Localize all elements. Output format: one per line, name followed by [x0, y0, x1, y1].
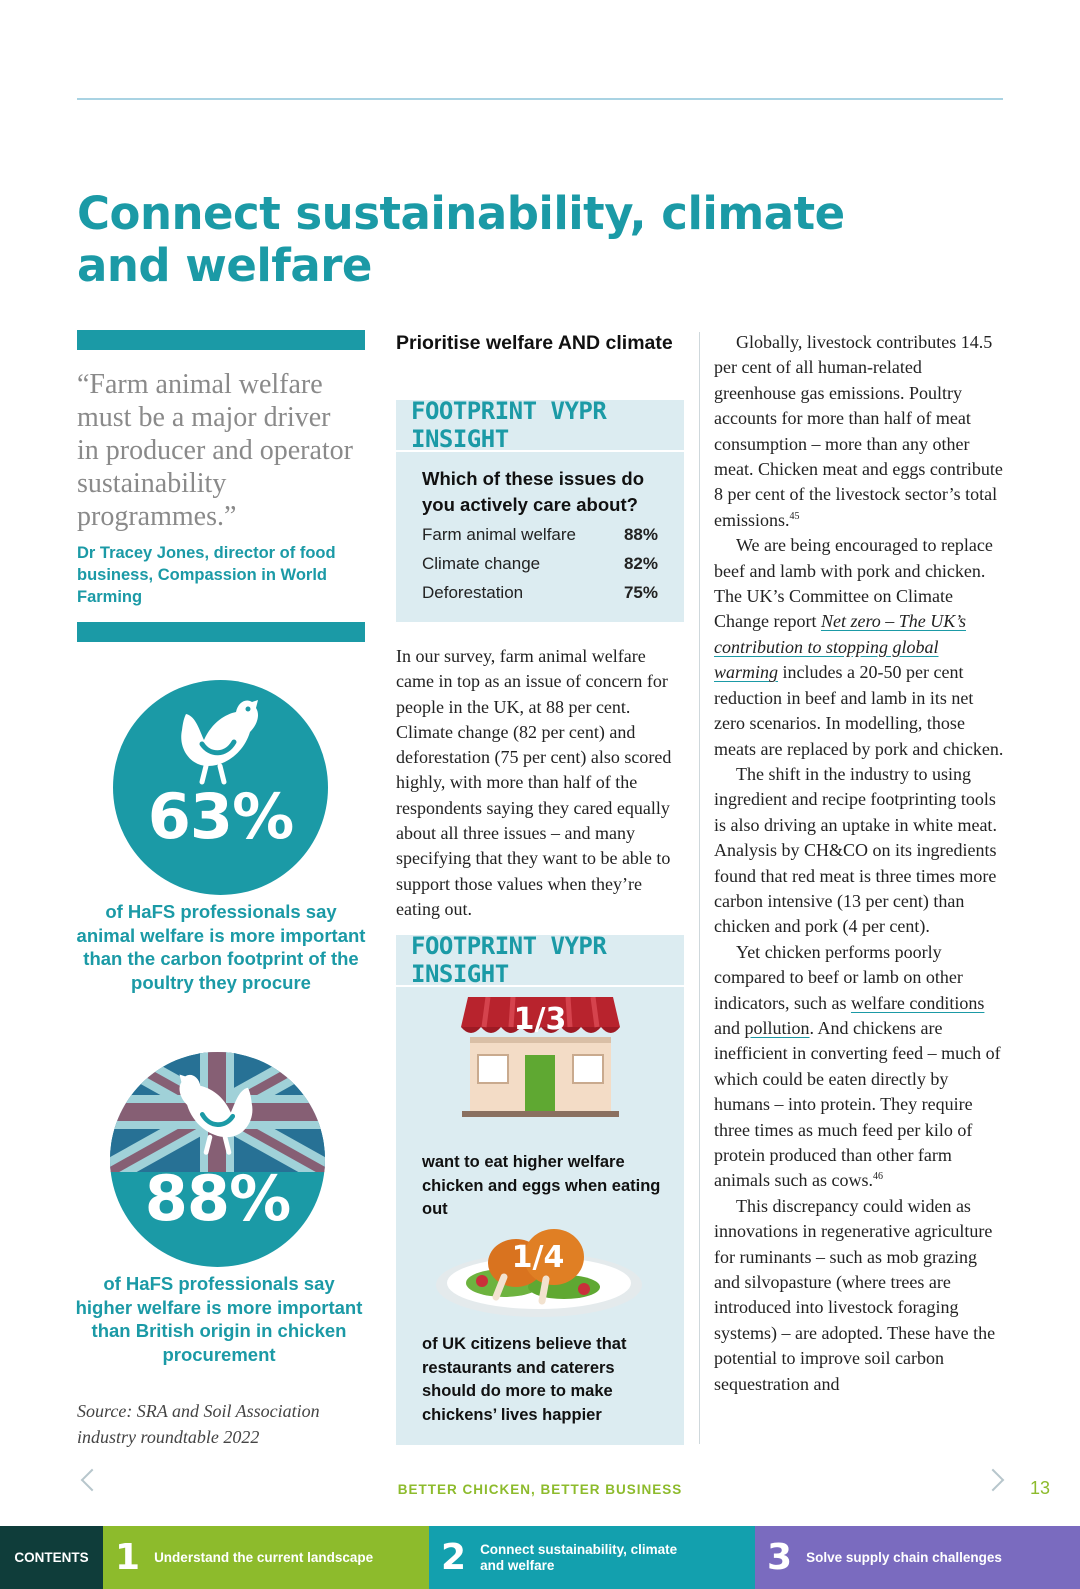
roast-chicken-plate-icon: [434, 1217, 644, 1317]
stat-circle-origin: [110, 1052, 325, 1267]
quote-top-bar: [77, 330, 365, 350]
nav-section-3[interactable]: [755, 1526, 1080, 1589]
insight-results: [422, 520, 658, 607]
report-link[interactable]: Net zero – The UK’s contribution to stopping global warming: [714, 611, 966, 683]
result-label: Deforestation: [422, 582, 524, 602]
section-number: 3: [767, 1537, 793, 1578]
chicken-icon: [168, 692, 268, 787]
insight-header: FOOTPRINT VYPR INSIGHT: [396, 935, 684, 987]
fraction-one-third: 1/3: [513, 1002, 567, 1037]
paragraph: Globally, livestock contributes 14.5 per cent of all human-related greenhouse gas emissions. Poultry accounts for more than half of meat consumption – more than any other meat. Chicken meat and eggs contribute 8 per cent of the livestock sector’s total emissions.$^{45}$: [714, 332, 1003, 530]
contents-button[interactable]: CONTENTS: [0, 1526, 103, 1589]
top-divider: [77, 98, 1003, 100]
insight-header: FOOTPRINT VYPR INSIGHT: [396, 400, 684, 452]
stat-value: 63%: [147, 780, 294, 853]
insight-box-eating-out: [396, 932, 684, 1445]
stat-value: 88%: [144, 1162, 291, 1235]
section-label: Solve supply chain challenges: [806, 1549, 1002, 1565]
stat-circle-welfare: [113, 680, 328, 895]
insight-box-issues: [396, 397, 684, 622]
nav-section-2[interactable]: [429, 1526, 755, 1589]
stat-caption: of HaFS professionals say animal welfare is more important than the carbon footprint of the poultry they procure: [76, 901, 366, 993]
pollution-link[interactable]: pollution: [744, 1017, 810, 1038]
section-heading: Prioritise welfare AND climate: [396, 332, 673, 354]
footer-title: BETTER CHICKEN, BETTER BUSINESS: [397, 1482, 683, 1497]
insight-question: Which of these issues do you actively care about?: [422, 468, 645, 515]
column-divider: [699, 332, 700, 1444]
result-label: Farm animal welfare: [422, 524, 576, 544]
pull-quote: “Farm animal welfare must be a major driver in producer and operator sustainability programmes.”: [77, 369, 353, 532]
footnote-ref: 46: [872, 1171, 883, 1183]
section-number: 1: [115, 1537, 141, 1578]
result-value: 88%: [623, 524, 658, 544]
insight-stat-text: want to eat higher welfare chicken and eggs when eating out: [422, 1153, 661, 1218]
quote-attribution: Dr Tracey Jones, director of food business, Compassion in World Farming: [77, 544, 336, 606]
section-label: Connect sustainability, climate and welfare: [480, 1541, 678, 1573]
paragraph: The shift in the industry to using ingredient and recipe footprinting tools is also driving an uptake in white meat. Analysis by CH&CO on its ingredients found that red meat is three times more carbon intensive (13 per cent) than chicken and pork (4 per cent).: [714, 763, 997, 937]
quote-bottom-bar: [77, 622, 365, 642]
section-nav-bar: [0, 1526, 1080, 1589]
result-value: 82%: [623, 553, 658, 573]
insight-stat-text: of UK citizens believe that restaurants and caterers should do more to make chickens’ lives happier: [422, 1335, 627, 1424]
page-title: Connect sustainability, climate and welfare: [77, 187, 845, 292]
nav-section-1[interactable]: [103, 1526, 429, 1589]
result-label: Climate change: [422, 553, 541, 573]
chicken-icon: [170, 1066, 265, 1158]
survey-body-text: In our survey, farm animal welfare came in top as an issue of concern for people in the UK, at 88 per cent. Climate change (82 per cent) and deforestation (75 per cent) also scored highly, with more than half of the respondents saying they cared equally about all three issues – and many specifying that they want to be able to support those values when they’re eating out.: [396, 646, 672, 919]
paragraph: We are being encouraged to replace beef and lamb with pork and chicken. The UK’s Committee on Climate Change report Net zero – The UK’s contribution to stopping global warming includes a 20-50 per cent reduction in beef and lamb in its net zero scenarios. In modelling, those meats are replaced by pork and chicken.: [714, 535, 1004, 759]
paragraph: Yet chicken performs poorly compared to beef or lamb on other indicators, such as welfare conditions and pollution. And chickens are inefficient in converting feed – much of which could be eaten directly by humans – into protein. They require three times as much feed per kilo of protein produced than other farm animals such as cows.$^{46}$: [714, 941, 1001, 1191]
result-row: [422, 578, 658, 607]
result-row: [422, 520, 658, 549]
stat-caption: of HaFS professionals say higher welfare is more important than British origin in chicken procurement: [75, 1273, 363, 1365]
source-note: Source: SRA and Soil Association industry roundtable 2022: [77, 1401, 320, 1447]
section-label: Understand the current landscape: [154, 1549, 374, 1565]
welfare-conditions-link[interactable]: welfare conditions: [850, 992, 985, 1013]
result-row: [422, 549, 658, 578]
page-number: 13: [1030, 1478, 1051, 1498]
result-value: 75%: [623, 582, 658, 602]
previous-page-arrow-icon[interactable]: [81, 1469, 104, 1492]
next-page-arrow-icon[interactable]: [982, 1469, 1005, 1492]
restaurant-icon: [458, 997, 623, 1122]
footnote-ref: 45: [789, 510, 800, 522]
section-number: 2: [441, 1537, 467, 1578]
paragraph: This discrepancy could widen as innovations in regenerative agriculture for ruminants – such as mob grazing and silvopasture (where trees are introduced into livestock foraging systems) – are adopted. These have the potential to improve soil carbon sequestration and: [714, 1195, 996, 1394]
article-body: [714, 330, 1004, 1397]
fraction-one-quarter: 1/4: [511, 1240, 565, 1275]
